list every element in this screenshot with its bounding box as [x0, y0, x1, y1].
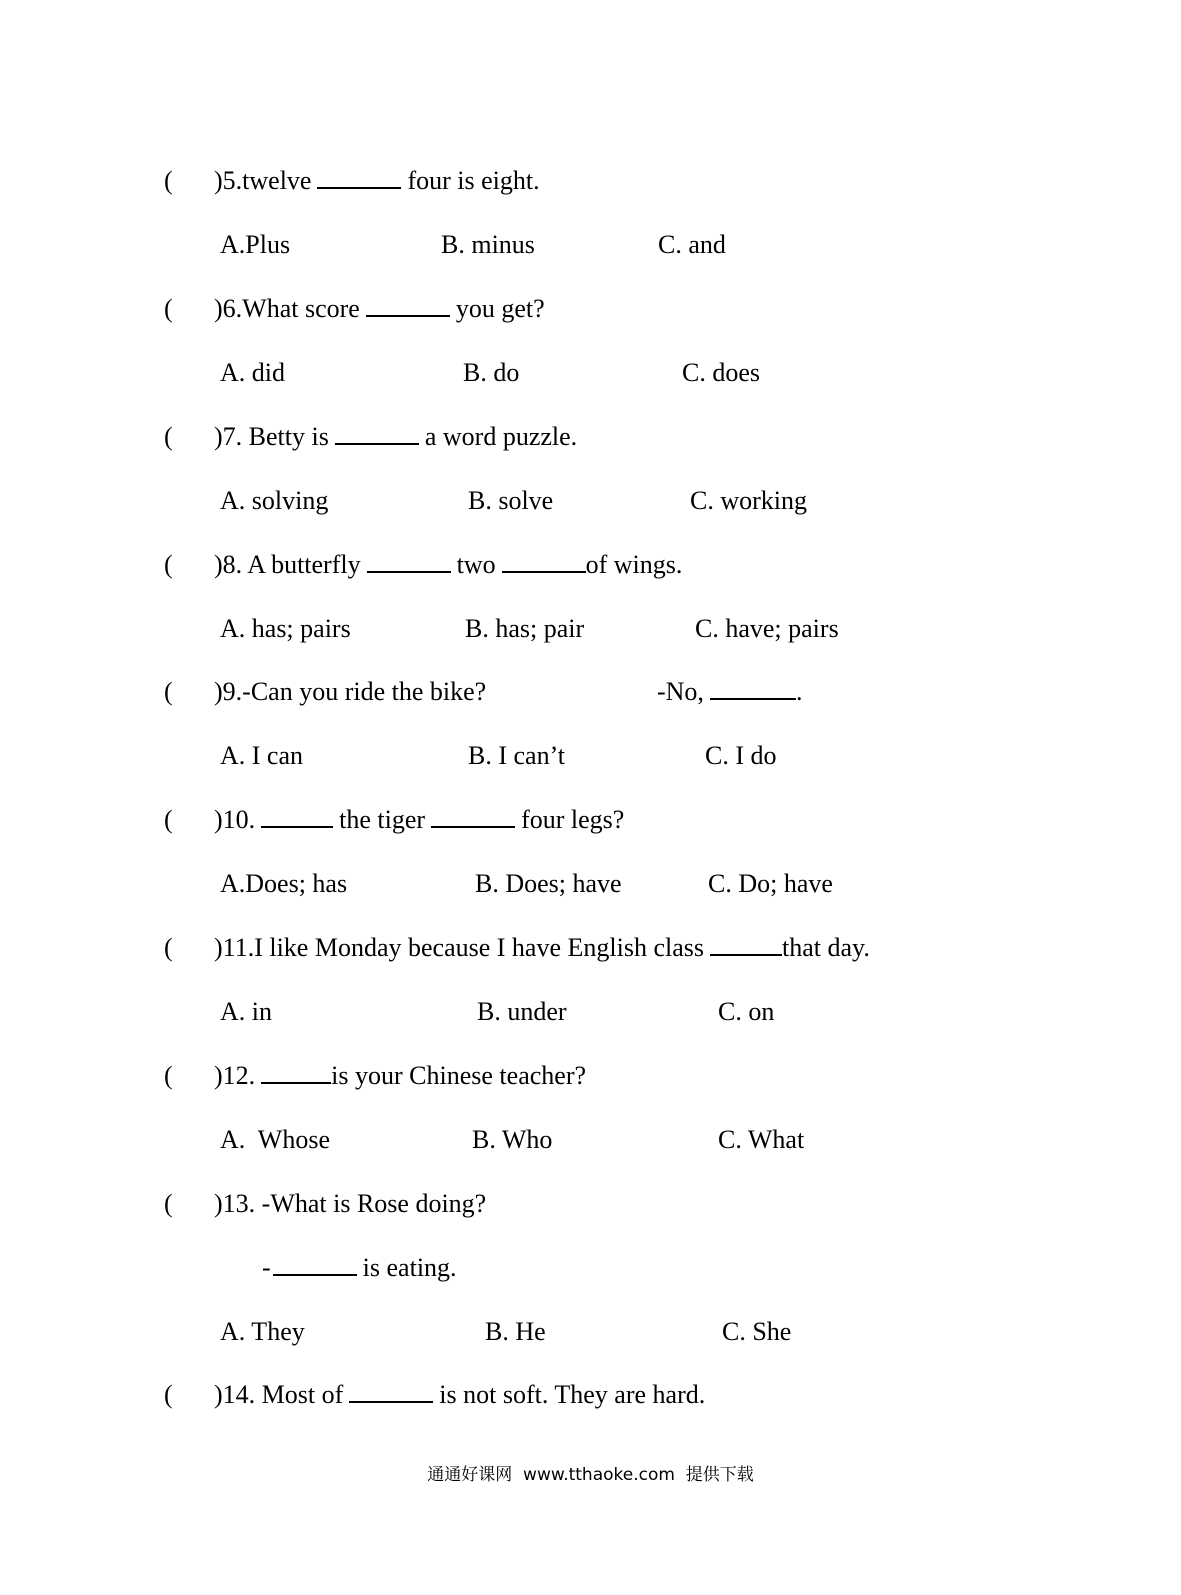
option-b[interactable]: B. minus: [441, 230, 535, 259]
option-a[interactable]: A. I can: [220, 741, 304, 770]
options-10: [0, 864, 1181, 904]
question-5: [0, 161, 1181, 201]
options-11: [0, 992, 1181, 1032]
question-9: [0, 672, 1181, 712]
option-a[interactable]: A. They: [220, 1317, 305, 1346]
option-c[interactable]: C. I do: [705, 741, 777, 770]
options-7: [0, 481, 1181, 521]
option-b[interactable]: B. Who: [472, 1125, 553, 1154]
options-8: [0, 609, 1181, 649]
answer-blank[interactable]: [317, 167, 401, 189]
answer-paren: (: [164, 677, 173, 706]
answer-paren: (: [164, 550, 173, 579]
answer-paren: (: [164, 294, 173, 323]
answer-paren: (: [164, 1380, 173, 1409]
option-b[interactable]: B. do: [463, 358, 520, 387]
option-b[interactable]: B. has; pair: [465, 614, 585, 643]
answer-paren: (: [164, 422, 173, 451]
option-a[interactable]: A. solving: [220, 486, 329, 515]
answer-paren: (: [164, 805, 173, 834]
option-c[interactable]: C. and: [658, 230, 726, 259]
option-b[interactable]: B. He: [485, 1317, 546, 1346]
option-c[interactable]: C. have; pairs: [695, 614, 839, 643]
question-stem: )8. A butterfly two of wings.: [214, 550, 683, 579]
answer-blank[interactable]: [261, 1062, 331, 1084]
option-c[interactable]: C. does: [682, 358, 760, 387]
answer-paren: (: [164, 166, 173, 195]
option-c[interactable]: C. She: [722, 1317, 792, 1346]
options-13: [0, 1312, 1181, 1352]
question-8: [0, 545, 1181, 585]
answer-blank[interactable]: [273, 1254, 357, 1276]
question-stem: )9.-Can you ride the bike?: [214, 677, 487, 706]
page-footer: 通通好课网 www.tthaoke.com 提供下载: [427, 1465, 754, 1485]
option-c[interactable]: C. What: [718, 1125, 805, 1154]
option-c[interactable]: C. Do; have: [708, 869, 833, 898]
option-a[interactable]: A. Whose: [220, 1125, 331, 1154]
option-b[interactable]: B. under: [477, 997, 567, 1026]
answer-blank[interactable]: [710, 934, 782, 956]
answer-paren: (: [164, 933, 173, 962]
question-10: [0, 800, 1181, 840]
option-a[interactable]: A. has; pairs: [220, 614, 351, 643]
option-a[interactable]: A.Plus: [220, 230, 291, 259]
question-stem: )7. Betty is a word puzzle.: [214, 422, 578, 451]
question-stem: )6.What score you get?: [214, 294, 545, 323]
question-stem: )12. is your Chinese teacher?: [214, 1061, 587, 1090]
options-6: [0, 353, 1181, 393]
answer-blank[interactable]: [367, 551, 451, 573]
question-stem: )10. the tiger four legs?: [214, 805, 625, 834]
question-stem: )13. -What is Rose doing?: [214, 1189, 487, 1218]
question-11: [0, 928, 1181, 968]
answer-blank[interactable]: [349, 1381, 433, 1403]
answer-blank[interactable]: [502, 551, 586, 573]
option-a[interactable]: A. in: [220, 997, 272, 1026]
answer-paren: (: [164, 1189, 173, 1218]
reply-line: -No, .: [657, 677, 803, 706]
options-12: [0, 1120, 1181, 1160]
answer-blank[interactable]: [261, 806, 333, 828]
option-a[interactable]: A.Does; has: [220, 869, 348, 898]
option-b[interactable]: B. Does; have: [475, 869, 622, 898]
question-stem: )11.I like Monday because I have English class that day.: [214, 933, 870, 962]
option-b[interactable]: B. solve: [468, 486, 554, 515]
question-stem: )5.twelve four is eight.: [214, 166, 540, 195]
answer-paren: (: [164, 1061, 173, 1090]
question-6: [0, 289, 1181, 329]
options-9: [0, 736, 1181, 776]
answer-blank[interactable]: [335, 423, 419, 445]
option-b[interactable]: B. I can’t: [468, 741, 565, 770]
question-13: [0, 1184, 1181, 1224]
question-stem: )14. Most of is not soft. They are hard.: [214, 1380, 706, 1409]
question-14: [0, 1375, 1181, 1415]
reply-line: - is eating.: [262, 1253, 457, 1282]
options-5: [0, 225, 1181, 265]
question-12: [0, 1056, 1181, 1096]
answer-blank[interactable]: [431, 806, 515, 828]
option-c[interactable]: C. working: [690, 486, 807, 515]
reply-13: [0, 1248, 1181, 1288]
option-a[interactable]: A. did: [220, 358, 285, 387]
question-7: [0, 417, 1181, 457]
answer-blank[interactable]: [710, 678, 796, 700]
answer-blank[interactable]: [366, 295, 450, 317]
option-c[interactable]: C. on: [718, 997, 775, 1026]
